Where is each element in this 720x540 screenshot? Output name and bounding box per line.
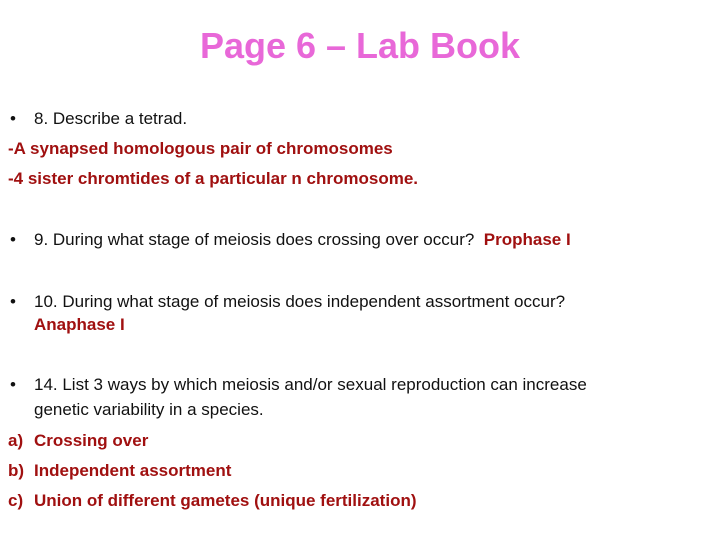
q14-answer-c-marker: c) (8, 491, 24, 510)
q8-answer-1: -A synapsed homologous pair of chromosomes (8, 139, 393, 158)
q14-question-line-2: genetic variability in a species. (34, 400, 264, 419)
q9-answer: Prophase I (483, 230, 571, 249)
q14-answer-c (8, 490, 417, 512)
page-title: Page 6 – Lab Book (199, 25, 521, 66)
q14-answer-c-text: Union of different gametes (unique fertilization) (34, 491, 417, 510)
q14-answer-b (8, 460, 231, 482)
q10-bullet: • (10, 292, 16, 311)
q9-bullet: • (10, 230, 16, 249)
q14-answer-a-marker: a) (8, 431, 24, 450)
q8-question: 8. Describe a tetrad. (34, 109, 188, 128)
q14-answer-a-text: Crossing over (34, 431, 149, 450)
q14-question-line-1: 14. List 3 ways by which meiosis and/or sexual reproduction can increase (34, 375, 587, 394)
q14-bullet: • (10, 375, 16, 394)
q8-answer-2: -4 sister chromtides of a particular n chromosome. (8, 169, 419, 188)
q9-question-line (34, 229, 571, 251)
q14-answer-b-text: Independent assortment (34, 461, 232, 480)
q14-answer-a (8, 430, 148, 452)
q10-question: 10. During what stage of meiosis does independent assortment occur? (34, 292, 566, 311)
q9-question: 9. During what stage of meiosis does crossing over occur? (34, 230, 475, 249)
q10-answer: Anaphase I (34, 315, 125, 334)
q8-bullet: • (10, 109, 16, 128)
q14-answer-b-marker: b) (8, 461, 25, 480)
